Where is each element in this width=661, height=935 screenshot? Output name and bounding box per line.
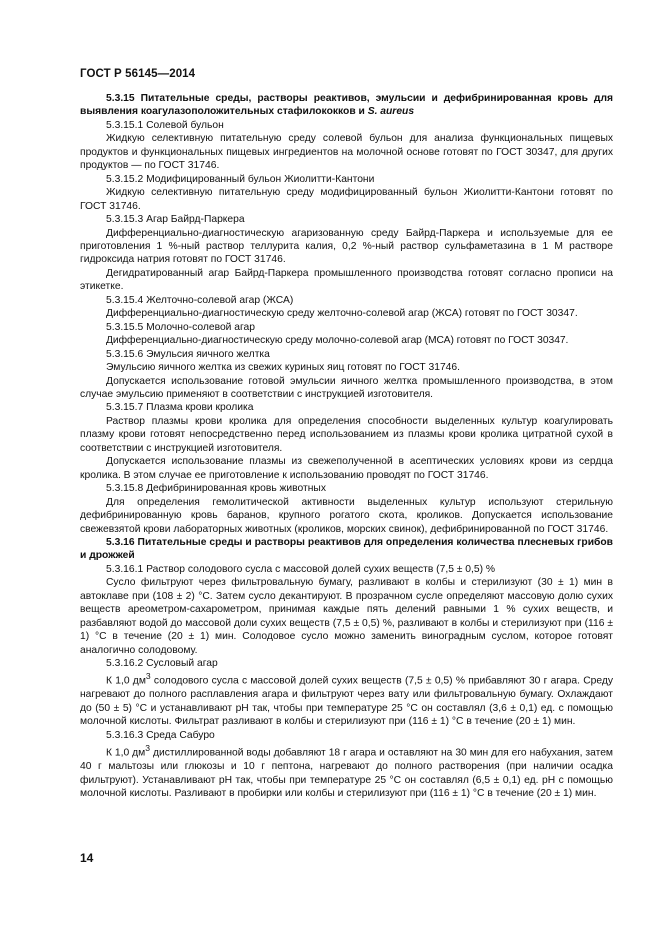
section-heading-text: 5.3.15 Питательные среды, растворы реактивов, эмульсии и дефибринированная кровь для выявления коагулазоположительных стафилококков и — [80, 93, 613, 118]
subsection-heading: 5.3.15.1 Солевой бульон — [106, 119, 224, 131]
paragraph — [80, 670, 613, 728]
subsection-heading: 5.3.16.2 Сусловый агар — [106, 658, 218, 670]
section-5-3-16-heading: 5.3.16 Питательные среды и растворы реактивов для определения количества плесневых грибов и дрожжей — [80, 536, 613, 562]
subsection-heading: 5.3.15.6 Эмульсия яичного желтка — [106, 348, 270, 360]
paragraph: Дифференциально-диагностическую агаризованную среду Байрд-Паркера и используемые для ее приготовления 1 %-ный раствор теллурита калия, 0,2 %-ный раствор сульфаметазина в 1 М растворе гидроксида натрия готовят по ГОСТ 31746. — [80, 227, 613, 266]
subsection-heading: 5.3.16.1 Раствор солодового сусла с массовой долей сухих веществ (7,5 ± 0,5) % — [106, 563, 496, 575]
paragraph: Дифференциально-диагностическую среду молочно-солевой агар (МСА) готовят по ГОСТ 30347. — [106, 335, 569, 347]
text-run: дистиллированной воды добавляют 18 г агара и оставляют на 30 мин для его набухания, затем 40 г мальтозы или глюкозы и 10 г пептона, нагревают до полного растворения (при наличии осадка фильтруют). Устанавливают pH так, чтобы при температуре 25 °С он составлял (6,5 ± 0,1) ед. pH с помощью молочной кислоты. Разливают в пробирки или колбы и стерилизуют при (116 ± 1) °С в течение (20 ± 1) мин. — [80, 747, 613, 799]
text-run: К 1,0 дм — [106, 747, 146, 759]
subsection-heading: 5.3.16.3 Среда Сабуро — [106, 729, 215, 741]
section-heading-italic: S. aureus — [367, 106, 415, 118]
paragraph: Дифференциально-диагностическую среду желточно-солевой агар (ЖСА) готовят по ГОСТ 30347. — [106, 308, 578, 320]
page-number: 14 — [80, 851, 94, 865]
document-header: ГОСТ Р 56145—2014 — [80, 68, 196, 80]
paragraph: Эмульсию яичного желтка из свежих куриных яиц готовят по ГОСТ 31746. — [106, 362, 460, 374]
superscript: 3 — [145, 743, 151, 754]
section-5-3-15-heading — [80, 92, 613, 119]
paragraph: Жидкую селективную питательную среду модифицированный бульон Жиолитти-Кантони готовят по ГОСТ 31746. — [80, 187, 613, 212]
superscript: 3 — [145, 671, 151, 682]
paragraph: Для определения гемолитической активности выделенных культур используют стерильную дефибринированную кровь баранов, крупного рогатого скота, кроликов. Допускается использование свежевзятой крови лабораторных животных (кроликов, морских свинок), дефибринированной по ГОСТ 31746. — [80, 496, 613, 535]
paragraph: Допускается использование готовой эмульсии яичного желтка промышленного производства, в этом случае эмульсию применяют в соответствии с инструкцией изготовителя. — [80, 375, 613, 400]
subsection-heading: 5.3.15.4 Желточно-солевой агар (ЖСА) — [106, 294, 294, 306]
paragraph: Жидкую селективную питательную среду солевой бульон для анализа функциональных пищевых продуктов и функциональных пищевых ингредиентов на молочной основе готовят по ГОСТ 30347, для других продуктов — по ГОСТ 31746. — [80, 133, 613, 172]
subsection-heading: 5.3.15.7 Плазма крови кролика — [106, 402, 254, 414]
paragraph: Дегидратированный агар Байрд-Паркера промышленного производства готовят согласно прописи на этикетке. — [80, 267, 613, 293]
paragraph: Сусло фильтруют через фильтровальную бумагу, разливают в колбы и стерилизуют (30 ± 1) мин в автоклаве при (108 ± 2) °С. Затем сусло декантируют. В прозрачном сусле определяют массовую долю сухих веществ ареометром-сахарометром, принимая каждые пять делений равными 1 % сухих веществ, и разбавляют водой до массовой доли сухих веществ (7,5 ± 0,5) %, разливают в колбы и стерилизуют при (116 ± 1) °С в течение (20 ± 1) мин. Солодовое сусло можно заменить виноградным суслом, которое готовят аналогично солодовому. — [80, 577, 613, 656]
subsection-heading: 5.3.15.2 Модифицированный бульон Жиолитти-Кантони — [106, 173, 375, 185]
paragraph — [80, 742, 613, 800]
document-body — [80, 92, 613, 800]
paragraph: Допускается использование плазмы из свежеполученной в асептических условиях крови из сердца кролика. В этом случае ее приготовление к использованию проводят по ГОСТ 31746. — [80, 456, 613, 481]
subsection-heading: 5.3.15.8 Дефибринированная кровь животных — [106, 483, 326, 495]
subsection-heading: 5.3.15.3 Агар Байрд-Паркера — [106, 214, 245, 226]
text-run: солодового сусла с массовой долей сухих веществ (7,5 ± 0,5) % прибавляют 30 г агара. Среду нагревают до полного расплавления агара и фильтруют через вату или фильтровальную бумагу. Охлаждают до (50 ± 5) °С и устанавливают pH так, чтобы при температуре 25 °С он составлял (3,6 ± 0,1) ед. с помощью молочной кислоты. Фильтрат разливают в колбы и стерилизуют при (116 ± 1) °С в течение (20 ± 1) мин. — [80, 675, 614, 728]
text-run: К 1,0 дм — [106, 675, 146, 687]
paragraph: Раствор плазмы крови кролика для определения способности выделенных культур коагулировать плазму крови готовят непосредственно перед использованием из плазмы крови кролика цитратной сухой в соответствии с инструкцией изготовителя. — [80, 415, 613, 454]
subsection-heading: 5.3.15.5 Молочно-солевой агар — [106, 321, 256, 333]
